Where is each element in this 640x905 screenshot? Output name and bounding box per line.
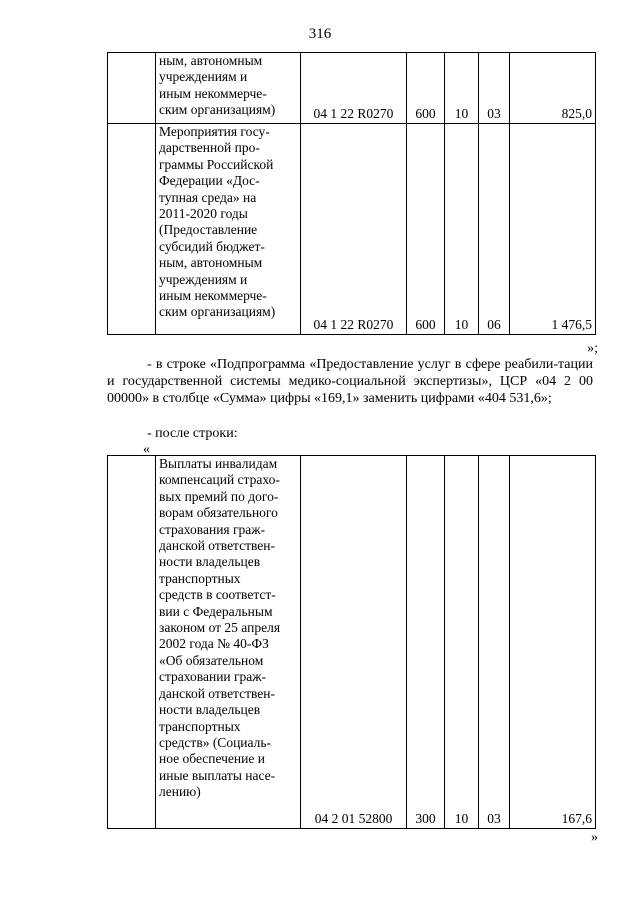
row-description: Мероприятия госу- дарственной про- граммы Российской Федерации «Дос- тупная среда» на 2011-2020 годы (Предоставление субсидий бюджет- ным, автономным учреждениям и иным некоммерче- ским организациям): [156, 124, 301, 335]
subsection-cell: 06: [479, 124, 510, 335]
amendment-text: - в строке «Подпрограмма «Предоставление услуг в сфере реабили-тации и государственной системы медико-социальной экспертизы», ЦСР «04 2 00 00000» в столбце «Сумма» цифры «169,1» заменить цифрами «404 531,6»;: [107, 357, 593, 406]
budget-table-inserted: [107, 455, 596, 829]
section-cell: 10: [445, 53, 479, 124]
table-row: [108, 456, 596, 829]
sum-cell: 825,0: [510, 53, 596, 124]
empty-cell: [108, 124, 156, 335]
expense-type-cell: 300: [407, 456, 445, 829]
row-description: Выплаты инвалидам компенсаций страхо- вых премий по дого- ворам обязательного страхования граж- данской ответствен- ности владельцев транспортных средств в соответст- вии с Федеральным законом от 25 апреля 2002 года № 40-ФЗ «Об обязательном страховании граж- данской ответствен- ности владельцев транспортных средств» (Социаль- ное обеспечение и иные выплаты насе- лению): [156, 456, 301, 829]
expense-type-cell: 600: [407, 124, 445, 335]
closing-quote: »: [591, 830, 598, 845]
row-description: ным, автономным учреждениям и иным некоммерче- ским организациям): [156, 53, 301, 124]
section-cell: 10: [445, 456, 479, 829]
budget-table-continued: [107, 52, 596, 335]
table-row: [108, 53, 596, 124]
empty-cell: [108, 53, 156, 124]
after-row-label: - после строки:: [147, 426, 238, 441]
section-cell: 10: [445, 124, 479, 335]
sum-cell: 1 476,5: [510, 124, 596, 335]
table-row: [108, 124, 596, 335]
subsection-cell: 03: [479, 456, 510, 829]
subsection-cell: 03: [479, 53, 510, 124]
target-code-cell: 04 2 01 52800: [301, 456, 407, 829]
expense-type-cell: 600: [407, 53, 445, 124]
target-code-cell: 04 1 22 R0270: [301, 124, 407, 335]
opening-quote: «: [143, 442, 150, 457]
target-code-cell: 04 1 22 R0270: [301, 53, 407, 124]
closing-quote: »;: [587, 341, 598, 356]
empty-cell: [108, 456, 156, 829]
amendment-paragraph: [107, 356, 593, 407]
sum-cell: 167,6: [510, 456, 596, 829]
page-number: 316: [308, 26, 332, 42]
